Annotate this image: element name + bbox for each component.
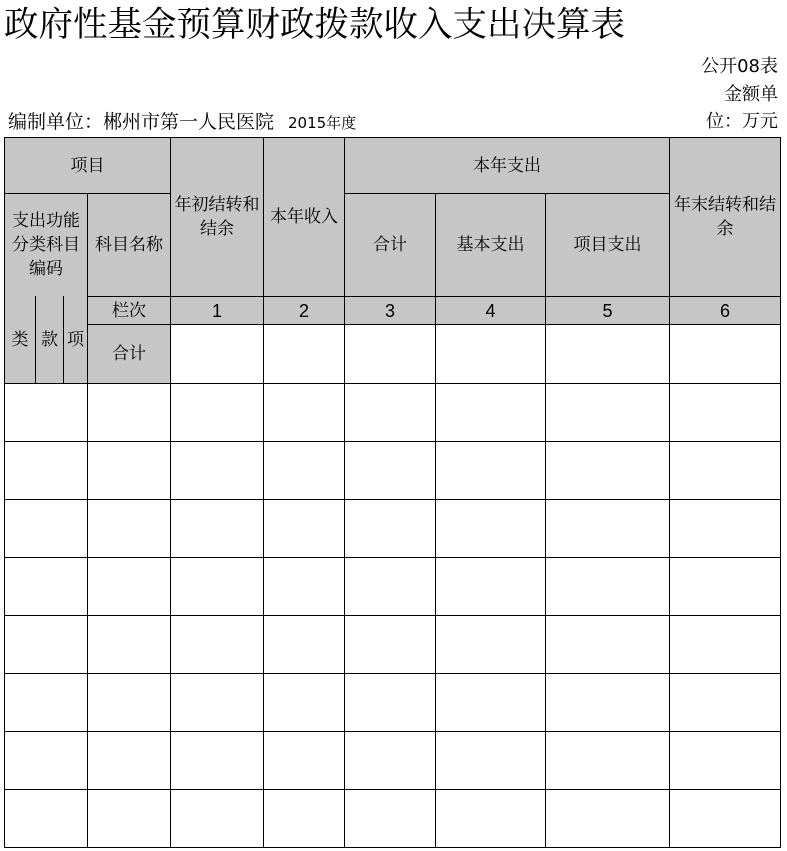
table-cell xyxy=(87,441,171,500)
total-cell-5 xyxy=(545,324,670,384)
table-cell xyxy=(545,789,670,848)
table-cell xyxy=(669,673,781,732)
table-cell xyxy=(4,499,88,558)
table-cell xyxy=(263,731,345,790)
header-begin-balance: 年初结转和结余 xyxy=(170,137,264,297)
table-cell xyxy=(4,615,88,674)
total-cell-2 xyxy=(263,324,345,384)
table-cell xyxy=(435,383,546,442)
table-cell xyxy=(435,557,546,616)
header-project-expenditure: 项目支出 xyxy=(545,193,670,297)
table-cell xyxy=(545,499,670,558)
header-basic-expenditure: 基本支出 xyxy=(435,193,546,297)
amount-unit-line1: 金额单 xyxy=(724,84,778,105)
budget-table xyxy=(4,137,781,848)
table-cell xyxy=(4,557,88,616)
reporting-unit-line xyxy=(8,110,356,135)
table-cell xyxy=(344,557,436,616)
table-cell xyxy=(170,499,264,558)
table-cell xyxy=(344,731,436,790)
table-cell xyxy=(545,557,670,616)
table-cell xyxy=(87,615,171,674)
table-cell xyxy=(344,673,436,732)
table-cell xyxy=(344,441,436,500)
header-kuan: 款 xyxy=(35,296,64,384)
table-cell xyxy=(435,499,546,558)
header-lei: 类 xyxy=(4,296,36,384)
table-cell xyxy=(545,673,670,732)
table-cell xyxy=(170,383,264,442)
table-cell xyxy=(170,789,264,848)
table-cell xyxy=(435,789,546,848)
amount-unit-line2: 位：万元 xyxy=(706,111,778,132)
total-cell-3 xyxy=(344,324,436,384)
table-cell xyxy=(669,441,781,500)
header-project: 项目 xyxy=(4,137,171,194)
table-cell xyxy=(435,673,546,732)
table-cell xyxy=(545,383,670,442)
page-title: 政府性基金预算财政拨款收入支出决算表 xyxy=(4,5,625,45)
header-end-balance: 年末结转和结余 xyxy=(669,137,781,297)
table-cell xyxy=(545,731,670,790)
header-income: 本年收入 xyxy=(263,137,345,297)
table-cell xyxy=(344,383,436,442)
table-cell xyxy=(263,615,345,674)
header-total: 合计 xyxy=(344,193,436,297)
header-expenditure: 本年支出 xyxy=(344,137,670,194)
form-number: 公开08表 xyxy=(701,56,778,77)
table-cell xyxy=(669,789,781,848)
table-cell xyxy=(263,383,345,442)
table-cell xyxy=(263,557,345,616)
header-subject-name: 科目名称 xyxy=(87,193,171,297)
fiscal-year: 2015年度 xyxy=(288,114,357,132)
header-func-code: 支出功能分类科目编码 xyxy=(4,193,88,297)
table-cell xyxy=(263,673,345,732)
header-xiang: 项 xyxy=(63,296,88,384)
table-cell xyxy=(545,441,670,500)
total-cell-4 xyxy=(435,324,546,384)
column-no-3: 3 xyxy=(344,296,436,325)
table-cell xyxy=(87,673,171,732)
table-cell xyxy=(170,441,264,500)
table-cell xyxy=(263,499,345,558)
column-no-6: 6 xyxy=(669,296,781,325)
table-cell xyxy=(263,789,345,848)
column-no-4: 4 xyxy=(435,296,546,325)
table-cell xyxy=(669,557,781,616)
table-cell xyxy=(435,731,546,790)
column-no-1: 1 xyxy=(170,296,264,325)
table-cell xyxy=(263,441,345,500)
column-no-2: 2 xyxy=(263,296,345,325)
table-cell xyxy=(87,499,171,558)
table-cell xyxy=(545,615,670,674)
table-cell xyxy=(170,557,264,616)
total-cell-1 xyxy=(170,324,264,384)
table-cell xyxy=(170,673,264,732)
table-cell xyxy=(4,383,88,442)
table-cell xyxy=(344,789,436,848)
table-cell xyxy=(170,731,264,790)
table-cell xyxy=(4,673,88,732)
total-cell-6 xyxy=(669,324,781,384)
table-cell xyxy=(4,731,88,790)
table-cell xyxy=(87,557,171,616)
table-cell xyxy=(669,383,781,442)
column-no-label: 栏次 xyxy=(87,296,171,325)
column-no-5: 5 xyxy=(545,296,670,325)
table-cell xyxy=(4,789,88,848)
row-total-label: 合计 xyxy=(87,324,171,384)
table-cell xyxy=(87,731,171,790)
table-cell xyxy=(669,499,781,558)
table-cell xyxy=(87,789,171,848)
table-cell xyxy=(170,615,264,674)
table-cell xyxy=(435,615,546,674)
table-cell xyxy=(4,441,88,500)
reporting-unit: 编制单位：郴州市第一人民医院 xyxy=(8,111,275,133)
table-cell xyxy=(87,383,171,442)
table-cell xyxy=(435,441,546,500)
table-cell xyxy=(669,615,781,674)
table-cell xyxy=(669,731,781,790)
table-cell xyxy=(344,499,436,558)
table-cell xyxy=(344,615,436,674)
